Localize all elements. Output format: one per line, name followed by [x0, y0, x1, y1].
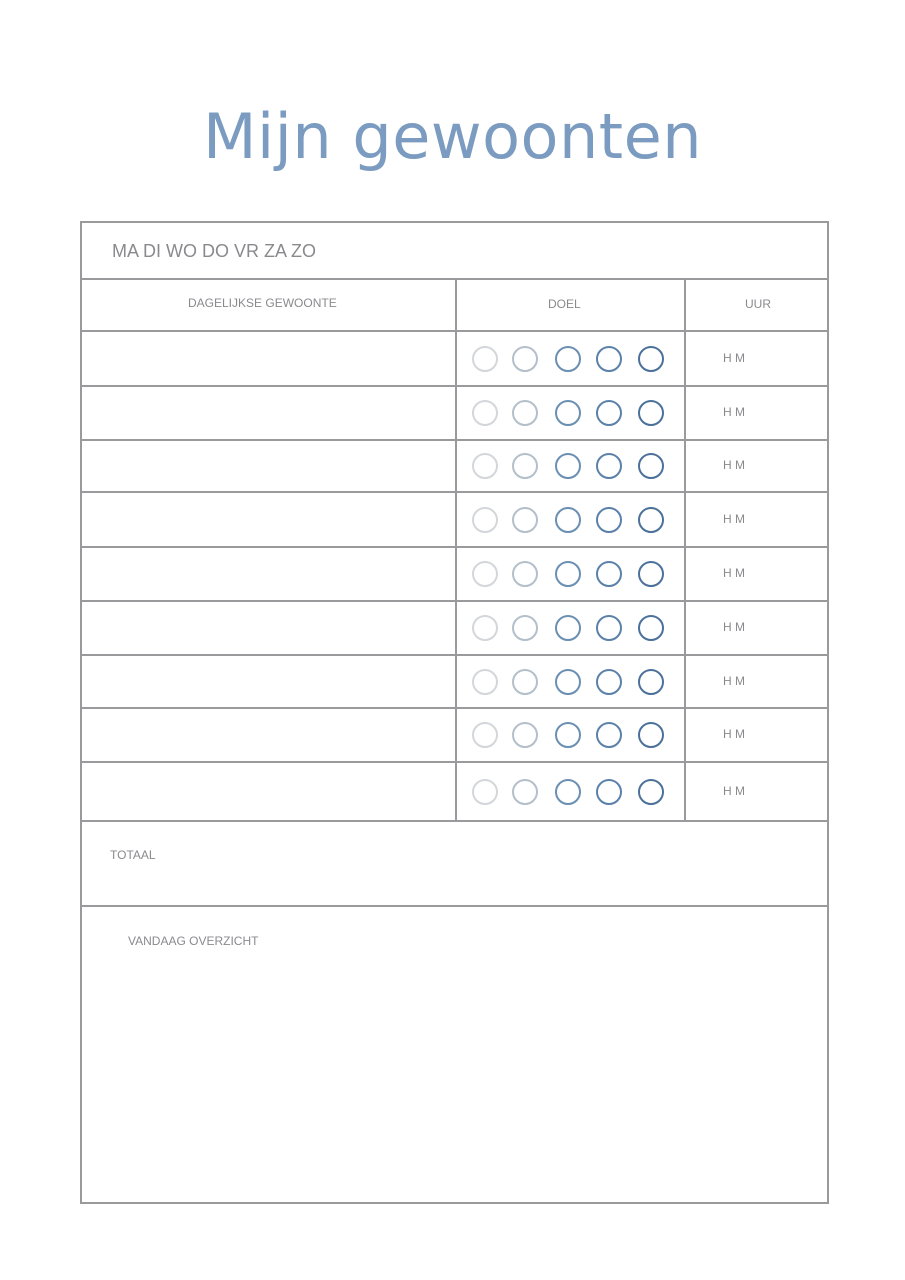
hours-minutes-field[interactable]: H M [723, 727, 745, 741]
hours-minutes-field[interactable]: H M [723, 783, 745, 798]
goal-circle-checkbox[interactable] [638, 453, 664, 479]
weekday-labels: MA DI WO DO VR ZA ZO [112, 241, 317, 261]
goal-circle-checkbox[interactable] [512, 561, 538, 587]
goal-circle-checkbox[interactable] [638, 507, 664, 533]
goal-circle-checkbox[interactable] [596, 346, 622, 372]
habit-input[interactable] [82, 387, 454, 439]
goal-circle-checkbox[interactable] [512, 453, 538, 479]
goal-circle-checkbox[interactable] [638, 400, 664, 426]
goal-circle-checkbox[interactable] [512, 507, 538, 533]
habit-input[interactable] [82, 493, 454, 546]
total-label: TOTAAL [110, 848, 156, 862]
goal-circle-checkbox[interactable] [512, 669, 538, 695]
habit-input[interactable] [82, 763, 454, 820]
hours-minutes-field[interactable]: H M [723, 566, 745, 580]
habit-input[interactable] [82, 709, 454, 761]
goal-circle-checkbox[interactable] [472, 453, 498, 479]
hours-minutes-field[interactable]: H M [723, 620, 745, 634]
column-divider [684, 278, 686, 821]
header-goal: DOEL [548, 297, 581, 311]
header-habit: DAGELIJKSE GEWOONTE [188, 296, 337, 310]
goal-circle-checkbox[interactable] [555, 346, 581, 372]
goal-circle-checkbox[interactable] [596, 453, 622, 479]
goal-circle-checkbox[interactable] [638, 779, 664, 805]
habit-input[interactable] [82, 548, 454, 600]
goal-circle-checkbox[interactable] [596, 400, 622, 426]
hours-minutes-field[interactable]: H M [723, 511, 745, 526]
goal-circle-checkbox[interactable] [555, 507, 581, 533]
habit-input[interactable] [82, 656, 454, 707]
goal-circle-checkbox[interactable] [472, 779, 498, 805]
goal-circle-checkbox[interactable] [472, 615, 498, 641]
goal-circle-checkbox[interactable] [638, 722, 664, 748]
goal-circle-checkbox[interactable] [638, 346, 664, 372]
goal-circle-checkbox[interactable] [555, 779, 581, 805]
goal-circle-checkbox[interactable] [555, 722, 581, 748]
goal-circle-checkbox[interactable] [596, 561, 622, 587]
header-hours: UUR [745, 297, 771, 311]
goal-circle-checkbox[interactable] [555, 669, 581, 695]
goal-circle-checkbox[interactable] [472, 669, 498, 695]
goal-circle-checkbox[interactable] [638, 615, 664, 641]
goal-circle-checkbox[interactable] [512, 346, 538, 372]
goal-circle-checkbox[interactable] [512, 400, 538, 426]
divider [80, 905, 829, 907]
goal-circle-checkbox[interactable] [472, 722, 498, 748]
page-title: Mijn gewoonten [202, 100, 703, 173]
goal-circle-checkbox[interactable] [596, 615, 622, 641]
habit-input[interactable] [82, 441, 454, 491]
habit-input[interactable] [82, 602, 454, 654]
goal-circle-checkbox[interactable] [596, 507, 622, 533]
hours-minutes-field[interactable]: H M [723, 673, 745, 688]
goal-circle-checkbox[interactable] [638, 561, 664, 587]
goal-circle-checkbox[interactable] [472, 400, 498, 426]
habit-input[interactable] [82, 332, 454, 385]
goal-circle-checkbox[interactable] [512, 779, 538, 805]
goal-circle-checkbox[interactable] [596, 722, 622, 748]
hours-minutes-field[interactable]: H M [723, 405, 745, 419]
goal-circle-checkbox[interactable] [472, 346, 498, 372]
goal-circle-checkbox[interactable] [555, 400, 581, 426]
goal-circle-checkbox[interactable] [512, 615, 538, 641]
goal-circle-checkbox[interactable] [512, 722, 538, 748]
goal-circle-checkbox[interactable] [555, 615, 581, 641]
column-divider [455, 278, 457, 821]
overview-label: VANDAAG OVERZICHT [128, 934, 259, 948]
hours-minutes-field[interactable]: H M [723, 458, 745, 472]
goal-circle-checkbox[interactable] [555, 561, 581, 587]
goal-circle-checkbox[interactable] [596, 779, 622, 805]
goal-circle-checkbox[interactable] [472, 561, 498, 587]
hours-minutes-field[interactable]: H M [723, 350, 745, 365]
goal-circle-checkbox[interactable] [638, 669, 664, 695]
goal-circle-checkbox[interactable] [555, 453, 581, 479]
goal-circle-checkbox[interactable] [596, 669, 622, 695]
goal-circle-checkbox[interactable] [472, 507, 498, 533]
